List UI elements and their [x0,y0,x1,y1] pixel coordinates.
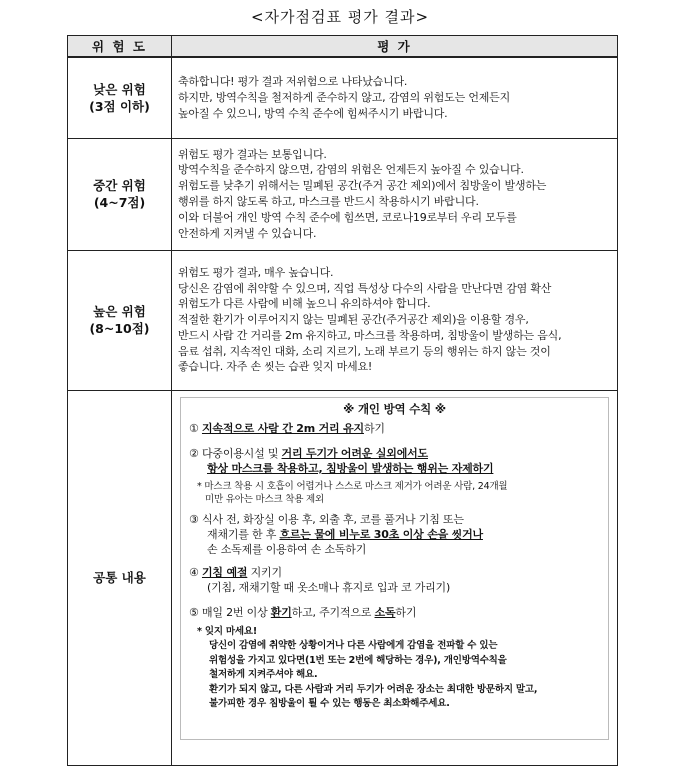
caution-line: 철저하게 지켜주셔야 해요. [209,669,318,680]
common-content-cell [172,390,618,765]
caution-line: 불가피한 경우 침방울이 튈 수 있는 행동은 최소화해주세요. [209,698,450,709]
evaluation-line: 축하합니다! 평가 결과 저위험으로 나타났습니다. [178,75,408,89]
rule-text: 손 소독제를 이용하여 손 소독하기 [207,542,367,556]
rule-emphasis: 소독 [374,605,396,619]
caution-line: 당신이 감염에 취약한 상황이거나 다른 사람에게 감염을 전파할 수 있는 [209,640,498,651]
risk-level-cell [68,250,172,390]
evaluation-line: 위험도 평가 결과, 매우 높습니다. [178,265,334,279]
rule-emphasis: 흐르는 물에 비누로 30초 이상 손을 씻거나 [279,527,483,541]
rule-number: ② [189,446,199,460]
rule-number: ③ [189,512,199,526]
rule-text: 매일 2번 이상 [201,605,271,619]
risk-score-range: (4~7점) [93,195,146,210]
evaluation-line: 방역수칙을 준수하지 않으면, 감염의 위험은 언제든지 높아질 수 있습니다. [178,163,524,177]
evaluation-line: 위험도를 낮추기 위해서는 밀폐된 공간(주거 공간 제외)에서 침방울이 발생하는 [178,179,547,193]
evaluation-line: 안전하게 지켜낼 수 있습니다. [178,226,317,240]
rule-item-3 [189,512,600,557]
rule-text: 지키기 [247,565,282,579]
rules-title: ※ 개인 방역 수칙 ※ [343,401,446,416]
common-label: 공통 내용 [93,570,146,585]
rule-item-2 [189,446,600,476]
rule-2-note [189,480,600,506]
table-row-medium [68,138,618,250]
header-risk-level: 위 험 도 [68,36,172,58]
rule-number: ⑤ [189,605,199,619]
personal-prevention-rules-box [180,397,609,740]
rule-emphasis: 지속적으로 사람 간 2m 거리 유지 [201,421,364,435]
caution-line: 위험성을 가지고 있다면(1번 또는 2번에 해당하는 경우), 개인방역수칙을 [209,654,507,666]
page-title: <자가점검표 평가 결과> [250,8,430,26]
evaluation-line: 음료 섭취, 지속적인 대화, 소리 지르기, 노래 부르기 등의 행위는 하지 않는 것이 [178,344,551,358]
table-row-high [68,250,618,390]
evaluation-line: 반드시 사람 간 거리를 2m 유지하고, 마스크를 착용하며, 침방울이 발생하는 음식, [178,328,562,342]
rule-number: ① [189,421,199,435]
rule-item-5 [189,605,600,620]
rule-emphasis: 기침 예절 [201,565,248,579]
risk-score-range: (8~10점) [89,321,150,336]
evaluation-line: 좋습니다. 자주 손 씻는 습관 잊지 마세요! [178,360,373,374]
common-label-cell [68,390,172,765]
table-row-low [68,57,618,138]
rule-number: ④ [189,565,199,579]
rule-text: 하고, 주기적으로 [291,605,375,619]
evaluation-line: 행위를 하지 않도록 하고, 마스크를 반드시 착용하시기 바랍니다. [178,195,479,208]
rule-item-4 [189,565,600,595]
evaluation-line: 적절한 환기가 이루어지지 않는 밀폐된 공간(주거공간 제외)을 이용할 경우, [178,313,529,327]
header-evaluation: 평 가 [172,36,618,58]
risk-level-cell [68,138,172,250]
evaluation-line: 위험도가 다른 사람에 비해 높으니 유의하셔야 합니다. [178,297,431,311]
caution-line: 환기가 되지 않고, 다른 사람과 거리 두기가 어려운 장소는 최대한 방문하지 말고, [209,683,538,695]
rule-text: (기침, 재채기할 때 옷소매나 휴지로 입과 코 가리기) [207,580,451,594]
evaluation-line: 하지만, 방역수칙을 철저하게 준수하지 않고, 감염의 위험도는 언제든지 [178,90,511,104]
evaluation-cell [172,138,618,250]
risk-level-label: 낮은 위험 [93,81,146,97]
risk-level-label: 높은 위험 [93,304,146,319]
rule-text: 식사 전, 화장실 이용 후, 외출 후, 코를 풀거나 기침 또는 [201,512,464,526]
caution-title: * 잊지 마세요! [197,625,258,637]
note-line: 미만 유아는 마스크 착용 제외 [205,493,325,505]
evaluation-line: 당신은 감염에 취약할 수 있으며, 직업 특성상 다수의 사람을 만난다면 감염 확산 [178,281,552,295]
rule-text: 다중이용시설 및 [201,446,282,460]
note-line: * 마스크 착용 시 호흡이 어렵거나 스스로 마스크 제거가 어려운 사람, 24개월 [197,480,508,492]
rule-text: 재채기를 한 후 [207,527,280,541]
rule-emphasis: 항상 마스크를 착용하고, 침방울이 발생하는 행위는 자제하기 [207,461,494,475]
table-header-row [68,36,618,58]
self-check-result-table [67,35,618,766]
rule-text: 하기 [363,421,385,435]
evaluation-line: 높아질 수 있으니, 방역 수칙 준수에 힘써주시기 바랍니다. [178,106,448,120]
evaluation-line: 위험도 평가 결과는 보통입니다. [178,147,327,161]
rule-text: 하기 [395,605,417,619]
table-row-common [68,390,618,765]
evaluation-line: 이와 더불어 개인 방역 수칙 준수에 힘쓰면, 코로나19로부터 우리 모두를 [178,210,517,224]
risk-score-range: (3점 이하) [89,98,150,114]
risk-level-cell [68,57,172,138]
evaluation-cell [172,57,618,138]
caution-note [189,625,600,712]
rule-item-1 [189,421,600,436]
rule-emphasis: 환기 [270,605,292,619]
rule-emphasis: 거리 두기가 어려운 실외에서도 [281,446,428,460]
evaluation-cell [172,250,618,390]
risk-level-label: 중간 위험 [93,178,146,193]
